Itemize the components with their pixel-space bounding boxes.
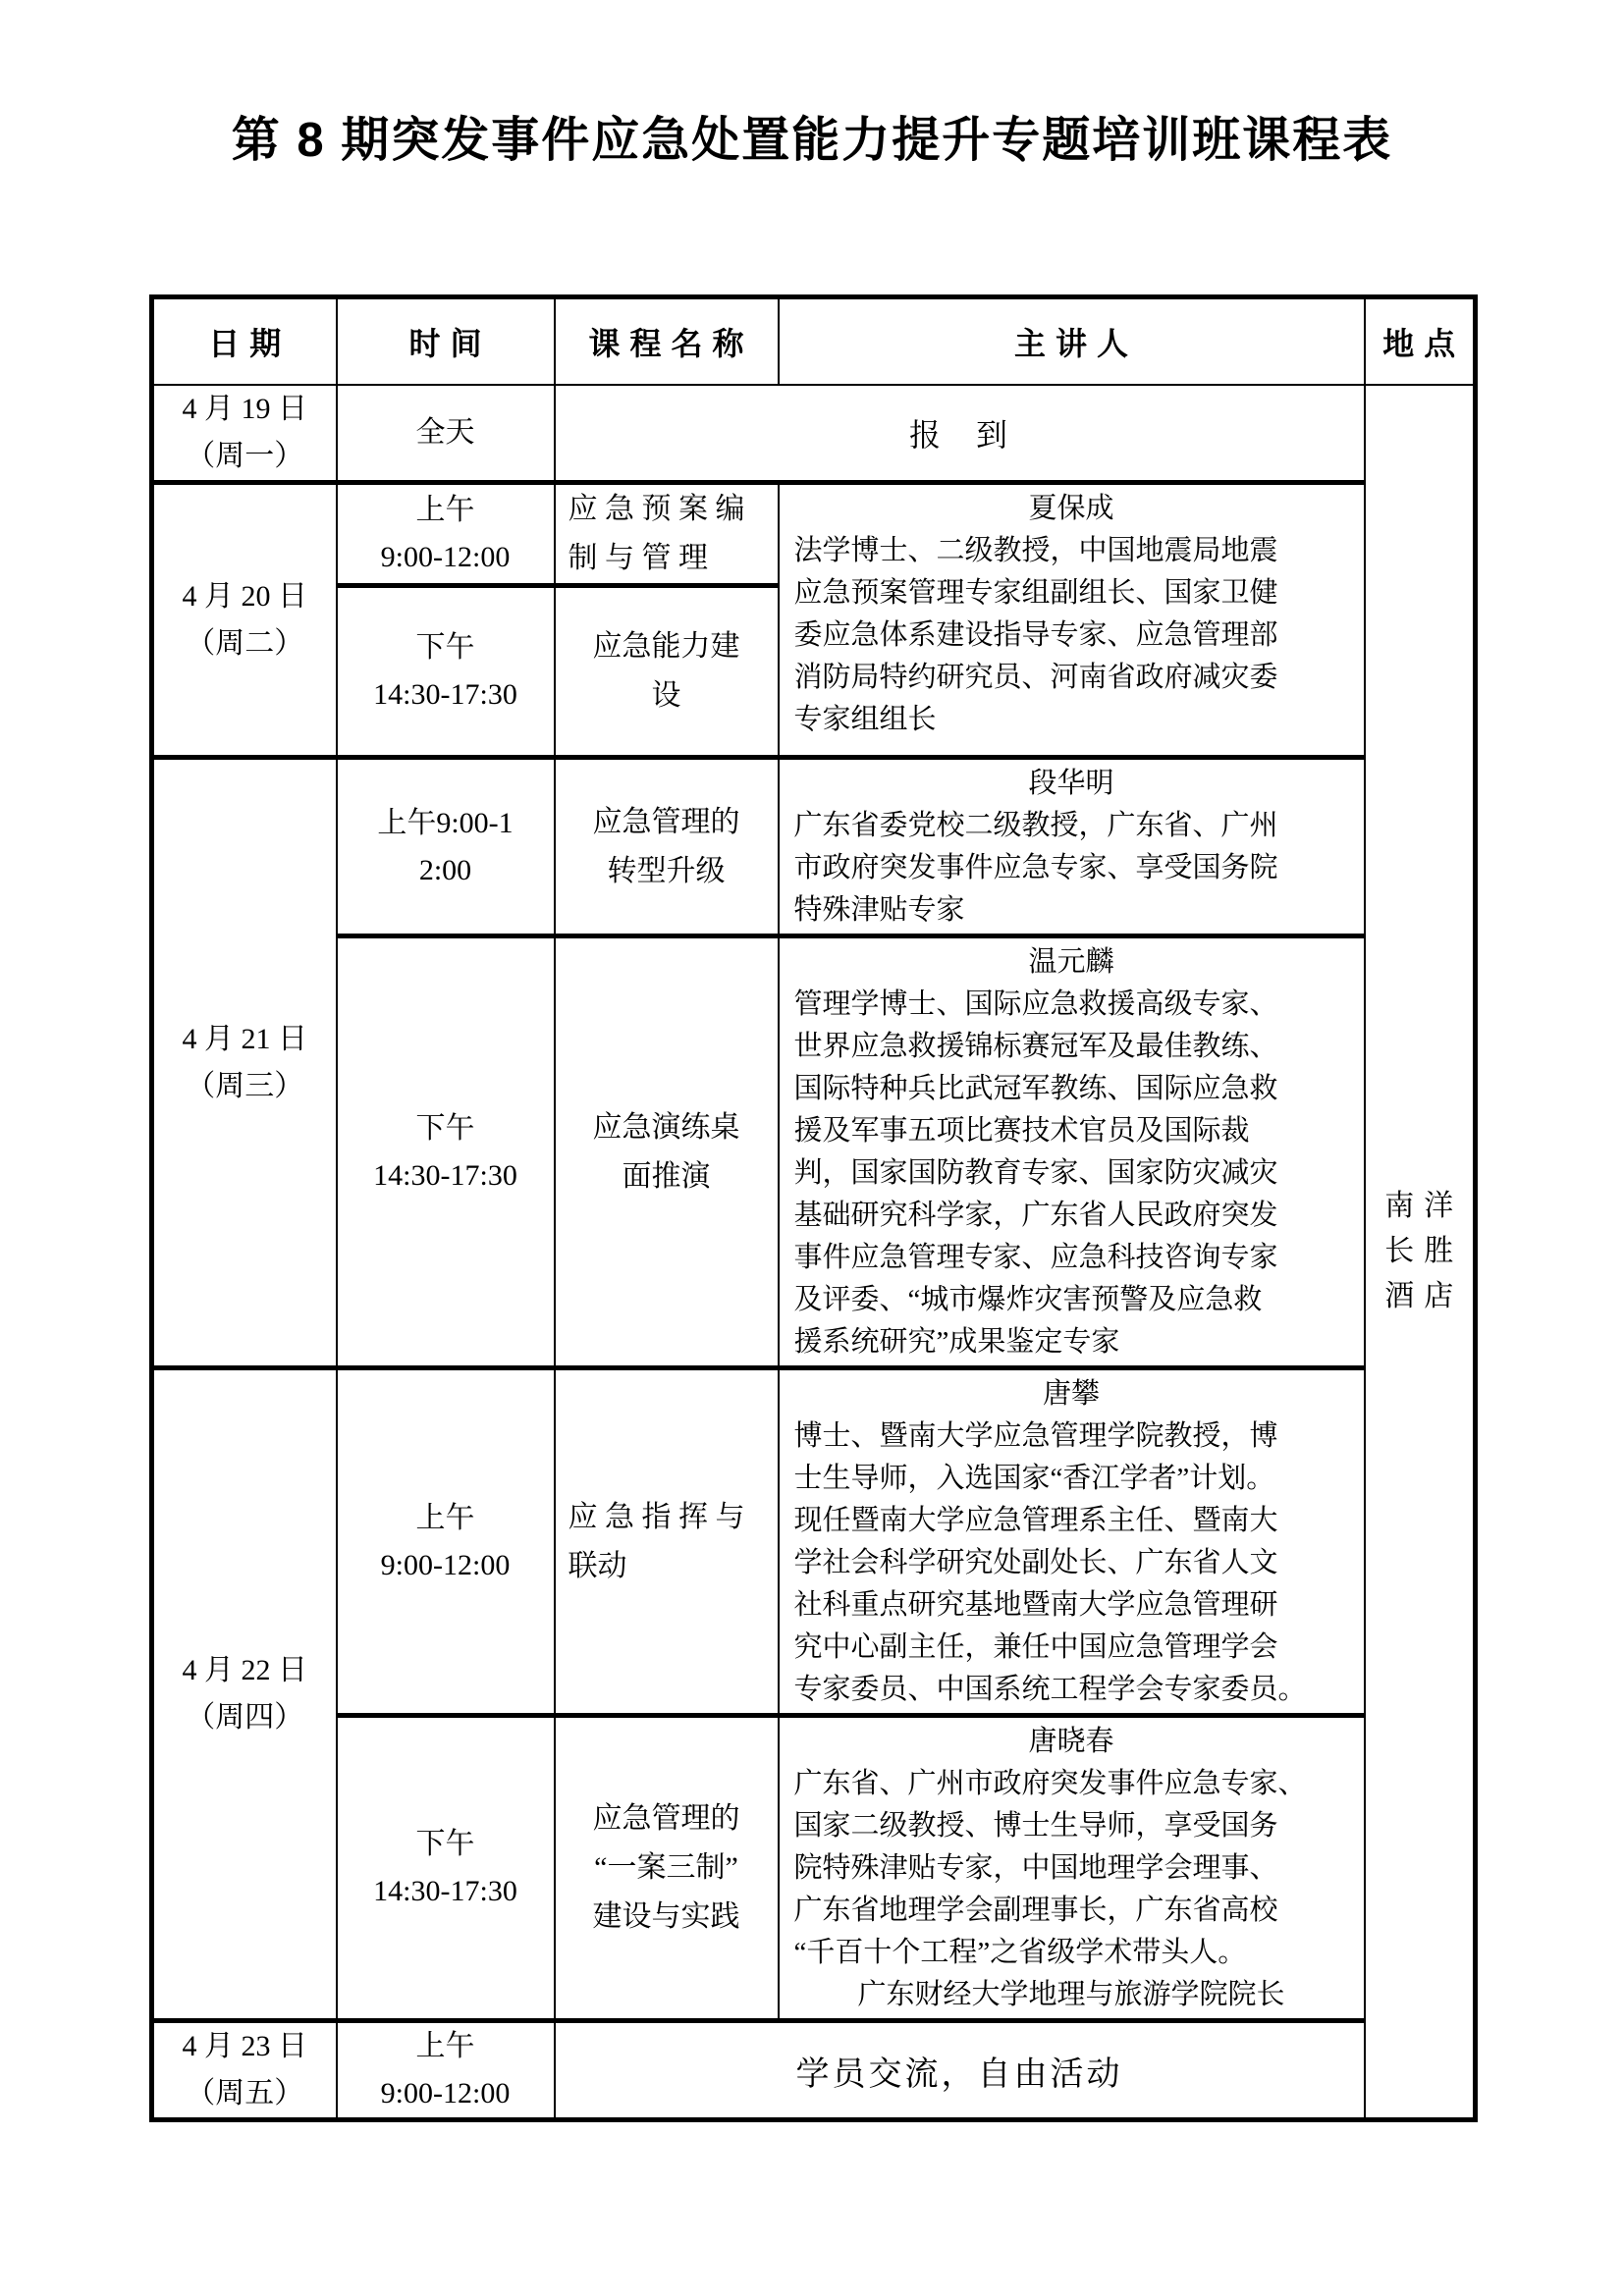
activity-cell: 报 到: [555, 385, 1365, 483]
speaker-cell: [779, 936, 1365, 1368]
speaker-name: 唐攀: [1042, 1378, 1100, 1410]
speaker-cell: [779, 758, 1365, 936]
time-cell: [337, 586, 555, 758]
speaker-bio-line: 广东省委党校二级教授，广东省、广州: [793, 810, 1278, 841]
time-line: 9:00-12:00: [380, 1548, 511, 1581]
time-line: 14:30-17:30: [373, 1158, 517, 1192]
course-line: 应 急 预 案 编: [568, 493, 745, 525]
speaker-bio-line: 博士、暨南大学应急管理学院教授，博: [793, 1420, 1278, 1452]
time-cell: [337, 1716, 555, 2021]
speaker-bio-line: 及评委、“城市爆炸灾害预警及应急救: [793, 1284, 1263, 1315]
course-line: 制 与 管 理: [568, 542, 708, 574]
speaker-name: 唐晓春: [1028, 1726, 1114, 1757]
course-line: 联动: [568, 1549, 627, 1582]
speaker-bio-line: 院特殊津贴专家，中国地理学会理事、: [793, 1852, 1278, 1884]
time-cell: [337, 2021, 555, 2120]
time-line: 14:30-17:30: [373, 1875, 517, 1907]
course-cell: [555, 936, 779, 1368]
course-line: 建设与实践: [592, 1900, 740, 1933]
speaker-cell: [779, 1716, 1365, 2021]
time-line: 9:00-12:00: [380, 541, 511, 573]
date-cell: [152, 758, 337, 1368]
location-line: 长胜: [1384, 1235, 1464, 1267]
speaker-name: 段华明: [1028, 768, 1114, 799]
speaker-bio-line: 法学博士、二级教授，中国地震局地震: [793, 535, 1278, 566]
speaker-bio-line: 社科重点研究基地暨南大学应急管理研: [793, 1589, 1278, 1621]
course-cell: [555, 758, 779, 936]
date-line: 4 月 20 日: [182, 579, 307, 613]
speaker-name: 温元麟: [1028, 946, 1114, 978]
page-title: 第 8 期突发事件应急处置能力提升专题培训班课程表: [231, 114, 1393, 167]
speaker-cell: [779, 483, 1365, 758]
speaker-bio-line: 究中心副主任，兼任中国应急管理学会: [793, 1631, 1278, 1663]
date-line: 4 月 19 日: [182, 393, 307, 425]
time-line: 14:30-17:30: [373, 678, 517, 711]
weekday-line: （周三）: [186, 1069, 304, 1102]
date-cell: [152, 1368, 337, 2021]
speaker-bio-line: “千百十个工程”之省级学术带头人。: [793, 1937, 1247, 1968]
header-date: 日期: [152, 297, 337, 386]
speaker-bio-line: 援及军事五项比赛技术官员及国际裁: [793, 1115, 1250, 1147]
speaker-bio-line: 委应急体系建设指导专家、应急管理部: [793, 619, 1278, 651]
time-line: 全天: [415, 416, 475, 449]
course-line: 面推演: [622, 1159, 711, 1193]
header-speaker: 主讲人: [779, 297, 1365, 386]
activity-cell: 学员交流，自由活动: [555, 2021, 1365, 2120]
speaker-bio-line: 市政府突发事件应急专家、享受国务院: [793, 852, 1278, 883]
speaker-bio-line: 现任暨南大学应急管理系主任、暨南大: [793, 1505, 1278, 1536]
speaker-bio-line: 国际特种兵比武冠军教练、国际应急救: [793, 1073, 1278, 1104]
speaker-bio-line: 管理学博士、国际应急救援高级专家、: [793, 988, 1278, 1020]
schedule-body: [152, 385, 1476, 2120]
date-cell: [152, 2021, 337, 2120]
time-line: 上午9:00-1: [377, 806, 514, 839]
time-line: 上午: [415, 2030, 475, 2062]
course-line: 应急管理的: [592, 1802, 740, 1835]
date-line: 4 月 22 日: [182, 1654, 307, 1686]
speaker-bio-line: 学社会科学研究处副处长、广东省人文: [793, 1547, 1278, 1578]
weekday-line: （周二）: [186, 626, 304, 660]
schedule-table: [149, 294, 1478, 2122]
course-cell: [555, 1368, 779, 1716]
header-location: 地点: [1365, 297, 1476, 386]
header-time: 时间: [337, 297, 555, 386]
time-line: 上午: [415, 494, 475, 526]
speaker-bio-line: 广东省、广州市政府突发事件应急专家、: [793, 1768, 1307, 1799]
speaker-bio-line: 士生导师，入选国家“香江学者”计划。: [793, 1463, 1275, 1494]
time-line: 下午: [415, 1828, 475, 1860]
speaker-bio-line: 专家委员、中国系统工程学会专家委员。: [793, 1674, 1307, 1705]
time-cell: [337, 1368, 555, 1716]
speaker-cell: [779, 1368, 1365, 1716]
speaker-bio-line: 世界应急救援锦标赛冠军及最佳教练、: [793, 1031, 1278, 1062]
speaker-bio-line: 特殊津贴专家: [793, 894, 965, 926]
location-line: 南洋: [1384, 1190, 1464, 1222]
time-cell: [337, 385, 555, 483]
time-line: 2:00: [418, 853, 472, 886]
header-course: 课程名称: [555, 297, 779, 386]
location-cell: [1365, 385, 1476, 2120]
time-line: 下午: [415, 1111, 475, 1145]
course-cell: [555, 1716, 779, 2021]
date-cell: [152, 385, 337, 483]
course-line: 应 急 指 挥 与: [568, 1500, 745, 1533]
speaker-name: 夏保成: [1028, 493, 1114, 524]
time-line: 下午: [415, 631, 475, 664]
speaker-bio-line: 广东省地理学会副理事长，广东省高校: [793, 1895, 1278, 1926]
schedule-header: [152, 297, 1476, 386]
speaker-bio-line: 基础研究科学家，广东省人民政府突发: [793, 1200, 1278, 1231]
speaker-bio-line: 援系统研究”成果鉴定专家: [793, 1326, 1120, 1358]
time-line: 上午: [415, 1501, 475, 1534]
date-line: 4 月 21 日: [182, 1022, 307, 1055]
course-line: 转型升级: [607, 854, 726, 887]
weekday-line: （周四）: [186, 1701, 304, 1734]
speaker-bio-line: 事件应急管理专家、应急科技咨询专家: [793, 1242, 1278, 1273]
date-line: 4 月 23 日: [182, 2030, 307, 2062]
time-line: 9:00-12:00: [380, 2077, 511, 2109]
speaker-bio-line: 判，国家国防教育专家、国家防灾减灾: [793, 1157, 1278, 1189]
location-line: 酒店: [1384, 1280, 1464, 1312]
course-line: “一案三制”: [594, 1851, 738, 1884]
speaker-bio-line: 应急预案管理专家组副组长、国家卫健: [793, 577, 1278, 609]
weekday-line: （周一）: [186, 440, 304, 472]
speaker-bio-line: 消防局特约研究员、河南省政府减灾委: [793, 662, 1278, 693]
time-cell: [337, 758, 555, 936]
course-cell: [555, 483, 779, 586]
speaker-bio-line: 专家组组长: [793, 704, 937, 735]
course-line: 应急演练桌: [592, 1110, 740, 1144]
course-line: 设: [651, 679, 681, 712]
time-cell: [337, 483, 555, 586]
course-cell: [555, 586, 779, 758]
speaker-title-line: 广东财经大学地理与旅游学院院长: [857, 1979, 1285, 2010]
speaker-bio-line: 国家二级教授、博士生导师，享受国务: [793, 1810, 1278, 1842]
course-line: 应急能力建: [592, 630, 740, 663]
time-cell: [337, 936, 555, 1368]
weekday-line: （周五）: [186, 2077, 304, 2109]
course-line: 应急管理的: [592, 805, 740, 838]
date-cell: [152, 483, 337, 758]
